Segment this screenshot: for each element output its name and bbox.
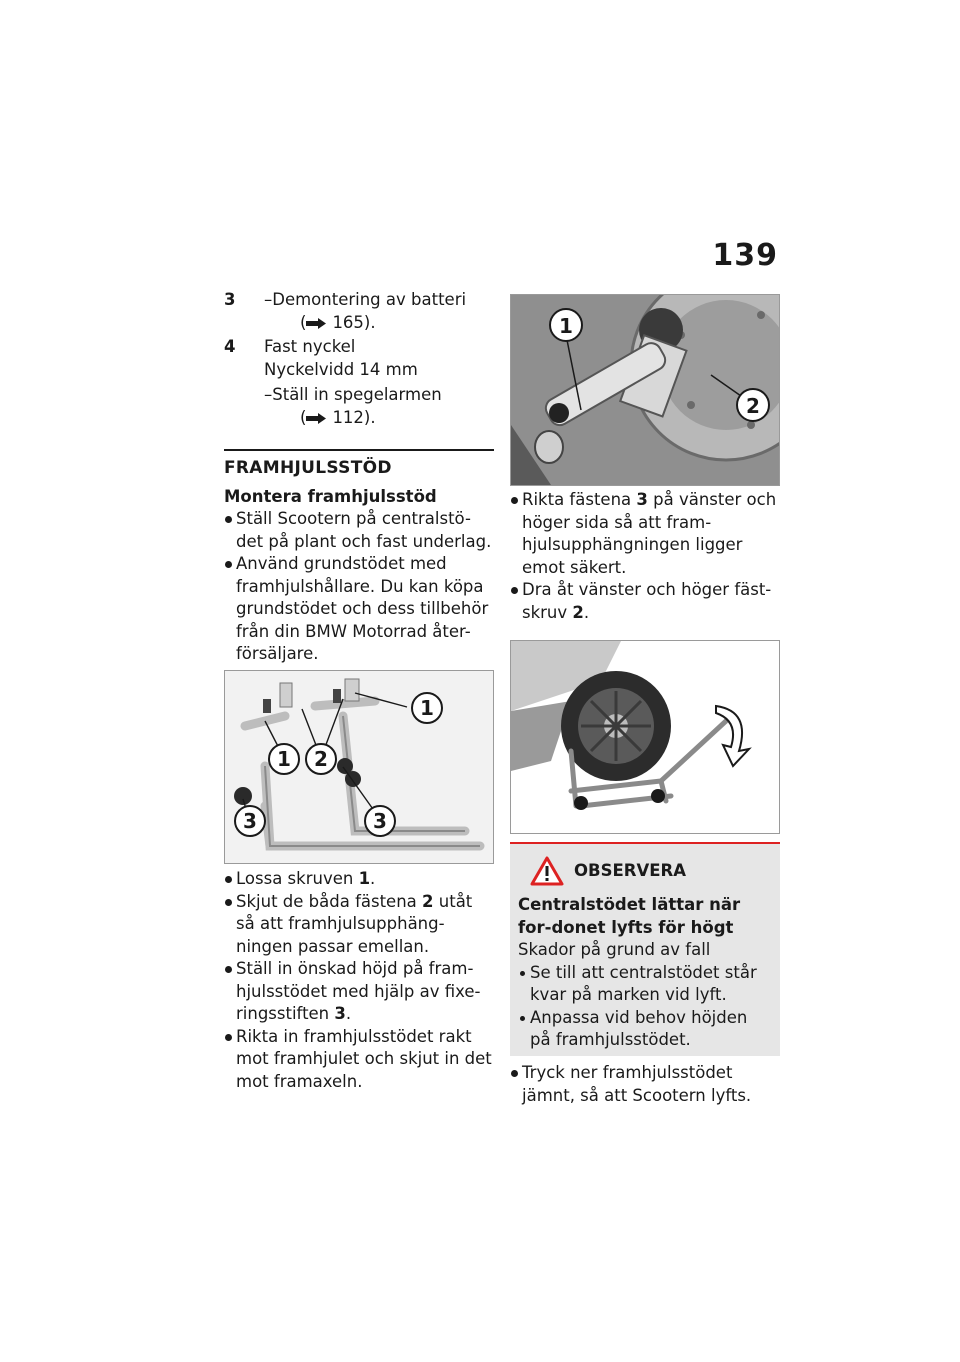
list-item: Lossa skruven 1. xyxy=(224,868,494,891)
callout-3: 3 xyxy=(243,809,257,833)
list-item: Ställ in önskad höjd på fram-hjulsstödet med hjälp av fixe-ringsstiften 3. xyxy=(224,958,494,1026)
step-text: –Demontering av batteri xyxy=(264,290,467,309)
list-item: Använd grundstödet med framhjulshållare. Du kan köpa grundstödet och dess tillbehör från din BMW Motorrad åter-försäljare. xyxy=(224,553,494,666)
section-title: FRAMHJULSSTÖD xyxy=(224,449,494,480)
note-heading: Centralstödet lättar när for-donet lyfts för högt xyxy=(518,895,741,937)
page-ref-arrow-icon xyxy=(306,318,326,329)
front-stand-figure xyxy=(224,670,494,864)
callout-3: 3 xyxy=(373,809,387,833)
final-step xyxy=(510,1062,780,1107)
list-item: Se till att centralstödet står kvar på marken vid lyft. xyxy=(518,962,772,1007)
callout-2: 2 xyxy=(746,394,760,418)
subsection-title: Montera framhjulsstöd xyxy=(224,486,437,506)
tool-size: Nyckelvidd 14 mm xyxy=(264,359,418,379)
list-item: Rikta in framhjulsstödet rakt mot framhjulet och skjut in det mot framaxeln. xyxy=(224,1026,494,1094)
page-ref[interactable]: 165). xyxy=(332,312,376,332)
note-title: OBSERVERA xyxy=(574,860,686,880)
page-ref-arrow-icon xyxy=(306,413,326,424)
scooter-lift-figure xyxy=(510,640,780,834)
warning-triangle-icon xyxy=(530,856,564,886)
list-item: Anpassa vid behov höjden på framhjulsstödet. xyxy=(518,1007,772,1052)
callout-1: 1 xyxy=(420,696,434,720)
left-column xyxy=(224,289,494,666)
note-text: Skador på grund av fall xyxy=(518,940,711,959)
step-text: –Ställ in spegelarmen xyxy=(264,385,442,404)
page-ref[interactable]: 112). xyxy=(332,407,376,427)
step-4: 4 Fast nyckel Nyckelvidd 14 mm –Ställ in spegelarmen ( 112). xyxy=(224,336,494,429)
page-number: 139 xyxy=(712,238,778,273)
callout-2: 2 xyxy=(314,747,328,771)
step-3: 3 –Demontering av batteri ( 165). xyxy=(224,290,467,332)
step-number: 4 xyxy=(224,337,236,356)
left-column-lower xyxy=(224,868,494,1093)
right-column xyxy=(510,489,780,624)
list-item: Skjut de båda fästena 2 utåt så att framhjulsupphäng-ningen passar emellan. xyxy=(224,891,494,959)
warning-note xyxy=(510,842,780,1056)
list-item: Rikta fästena 3 på vänster och höger sida så att fram-hjulsupphängningen ligger emot säkert. xyxy=(510,489,780,579)
list-item: Ställ Scootern på centralstö-det på plant och fast underlag. xyxy=(224,508,494,553)
tool-name: Fast nyckel xyxy=(264,337,356,356)
list-item: Tryck ner framhjulsstödet jämnt, så att Scootern lyfts. xyxy=(510,1062,780,1107)
wheel-bracket-figure xyxy=(510,294,780,486)
list-item: Dra åt vänster och höger fäst-skruv 2. xyxy=(510,579,780,624)
step-number: 3 xyxy=(224,290,236,309)
callout-1: 1 xyxy=(559,314,573,338)
callout-1: 1 xyxy=(277,747,291,771)
